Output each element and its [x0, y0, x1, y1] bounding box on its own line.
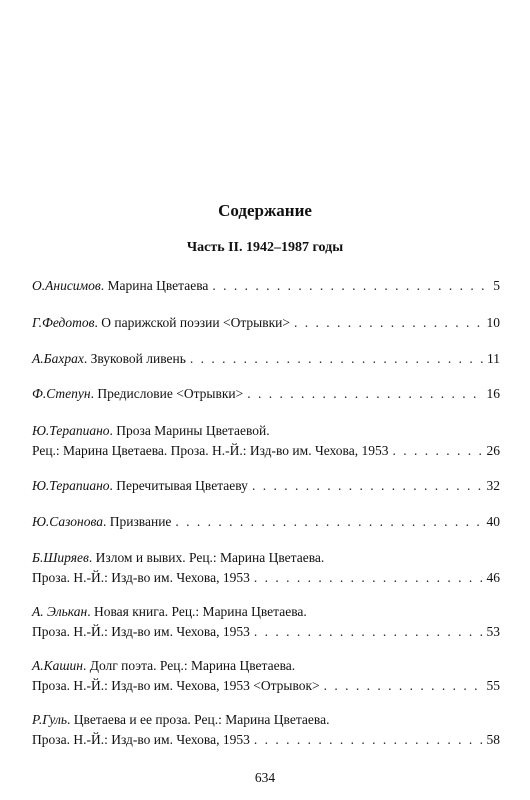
entry-author: Ю.Сазонова [32, 514, 103, 529]
entry-title: О парижской поэзии <Отрывки> [101, 315, 290, 330]
entry-page: 32 [486, 478, 500, 493]
toc-entry: Ю.Терапиано. Проза Марины Цветаевой. Рец.: Марина Цветаева. Проза. Н.-Й.: Изд-во им. Чехова, 1953 . . . 26 [32, 421, 500, 461]
entry-title: Долг поэта. Рец.: Марина Цветаева. [89, 658, 296, 673]
entry-author: А. Элькан [32, 604, 88, 619]
entry-title: Предисловие <Отрывки> [97, 386, 244, 401]
entry-title: Перечитывая Цветаеву [116, 478, 248, 493]
entry-title: Проза Марины Цветаевой. [116, 423, 270, 438]
toc-entry: Ю.Сазонова. Призвание . . . 40 [32, 512, 500, 532]
entry-page: 58 [486, 732, 500, 747]
entry-title-continuation: Проза. Н.-Й.: Изд-во им. Чехова, 1953 [32, 624, 250, 639]
dot-leader [254, 568, 483, 588]
entry-title: Цветаева и ее проза. Рец.: Марина Цветаева. [73, 712, 330, 727]
entry-title: Звуковой ливень [90, 351, 186, 366]
dot-leader [190, 349, 483, 369]
toc-entry: А.Бахрах. Звуковой ливень . . . 11 [32, 349, 500, 369]
entry-page: 46 [486, 570, 500, 585]
toc-entry: Б.Ширяев. Излом и вывих. Рец.: Марина Цветаева. Проза. Н.-Й.: Изд-во им. Чехова, 1953 . . . 46 [32, 548, 500, 588]
entry-page: 5 [493, 278, 500, 293]
page-title: Содержание [218, 201, 312, 220]
entry-author: Ю.Терапиано [32, 423, 110, 438]
entry-page: 10 [486, 315, 500, 330]
dot-leader [392, 441, 482, 461]
entry-title: Новая книга. Рец.: Марина Цветаева. [93, 604, 307, 619]
entry-title: Марина Цветаева [107, 278, 209, 293]
dot-leader [212, 276, 489, 296]
toc-entry: Г.Федотов. О парижской поэзии <Отрывки> . . . 10 [32, 313, 500, 333]
dot-leader [294, 313, 483, 333]
toc-entry: А. Элькан. Новая книга. Рец.: Марина Цветаева. Проза. Н.-Й.: Изд-во им. Чехова, 1953 . . . 53 [32, 602, 500, 642]
dot-leader [254, 622, 483, 642]
toc-entry: А.Кашин. Долг поэта. Рец.: Марина Цветаева. Проза. Н.-Й.: Изд-во им. Чехова, 1953 <Отрывок> . . . 55 [32, 656, 500, 696]
dot-leader [175, 512, 482, 532]
toc-entry: Ф.Степун. Предисловие <Отрывки> . . . 16 [32, 384, 500, 404]
entry-title-continuation: Проза. Н.-Й.: Изд-во им. Чехова, 1953 <Отрывок> [32, 678, 320, 693]
entry-author: О.Анисимов [32, 278, 101, 293]
dot-leader [324, 676, 483, 696]
part-title: Часть II. 1942–1987 годы [186, 240, 344, 255]
entry-author: А.Кашин [32, 658, 83, 673]
entry-page: 40 [486, 514, 500, 529]
entry-author: А.Бахрах [32, 351, 84, 366]
entry-page: 53 [486, 624, 500, 639]
dot-leader [247, 384, 482, 404]
toc-entry: О.Анисимов. Марина Цветаева . . . 5 [32, 276, 500, 296]
entry-title-continuation: Проза. Н.-Й.: Изд-во им. Чехова, 1953 [32, 732, 250, 747]
toc-entry: Ю.Терапиано. Перечитывая Цветаеву . . . 32 [32, 476, 500, 496]
entry-page: 16 [486, 386, 500, 401]
dot-leader [254, 730, 483, 750]
entry-title: Призвание [109, 514, 172, 529]
entry-author: Р.Гуль [32, 712, 68, 727]
entry-title-continuation: Проза. Н.-Й.: Изд-во им. Чехова, 1953 [32, 570, 250, 585]
entry-title-continuation: Рец.: Марина Цветаева. Проза. Н.-Й.: Изд-во им. Чехова, 1953 [32, 443, 389, 458]
toc-entry: Р.Гуль. Цветаева и ее проза. Рец.: Марина Цветаева. Проза. Н.-Й.: Изд-во им. Чехова, 1953 . . . 58 [32, 710, 500, 750]
entry-author: Г.Федотов [32, 315, 95, 330]
entry-page: 55 [486, 678, 500, 693]
entry-author: Ю.Терапиано [32, 478, 110, 493]
entry-page: 26 [486, 443, 500, 458]
entry-page: 11 [487, 351, 500, 366]
page-number: 634 [254, 770, 276, 785]
entry-author: Б.Ширяев [32, 550, 89, 565]
entry-title: Излом и вывих. Рец.: Марина Цветаева. [95, 550, 325, 565]
dot-leader [252, 476, 483, 496]
entry-author: Ф.Степун [32, 386, 91, 401]
